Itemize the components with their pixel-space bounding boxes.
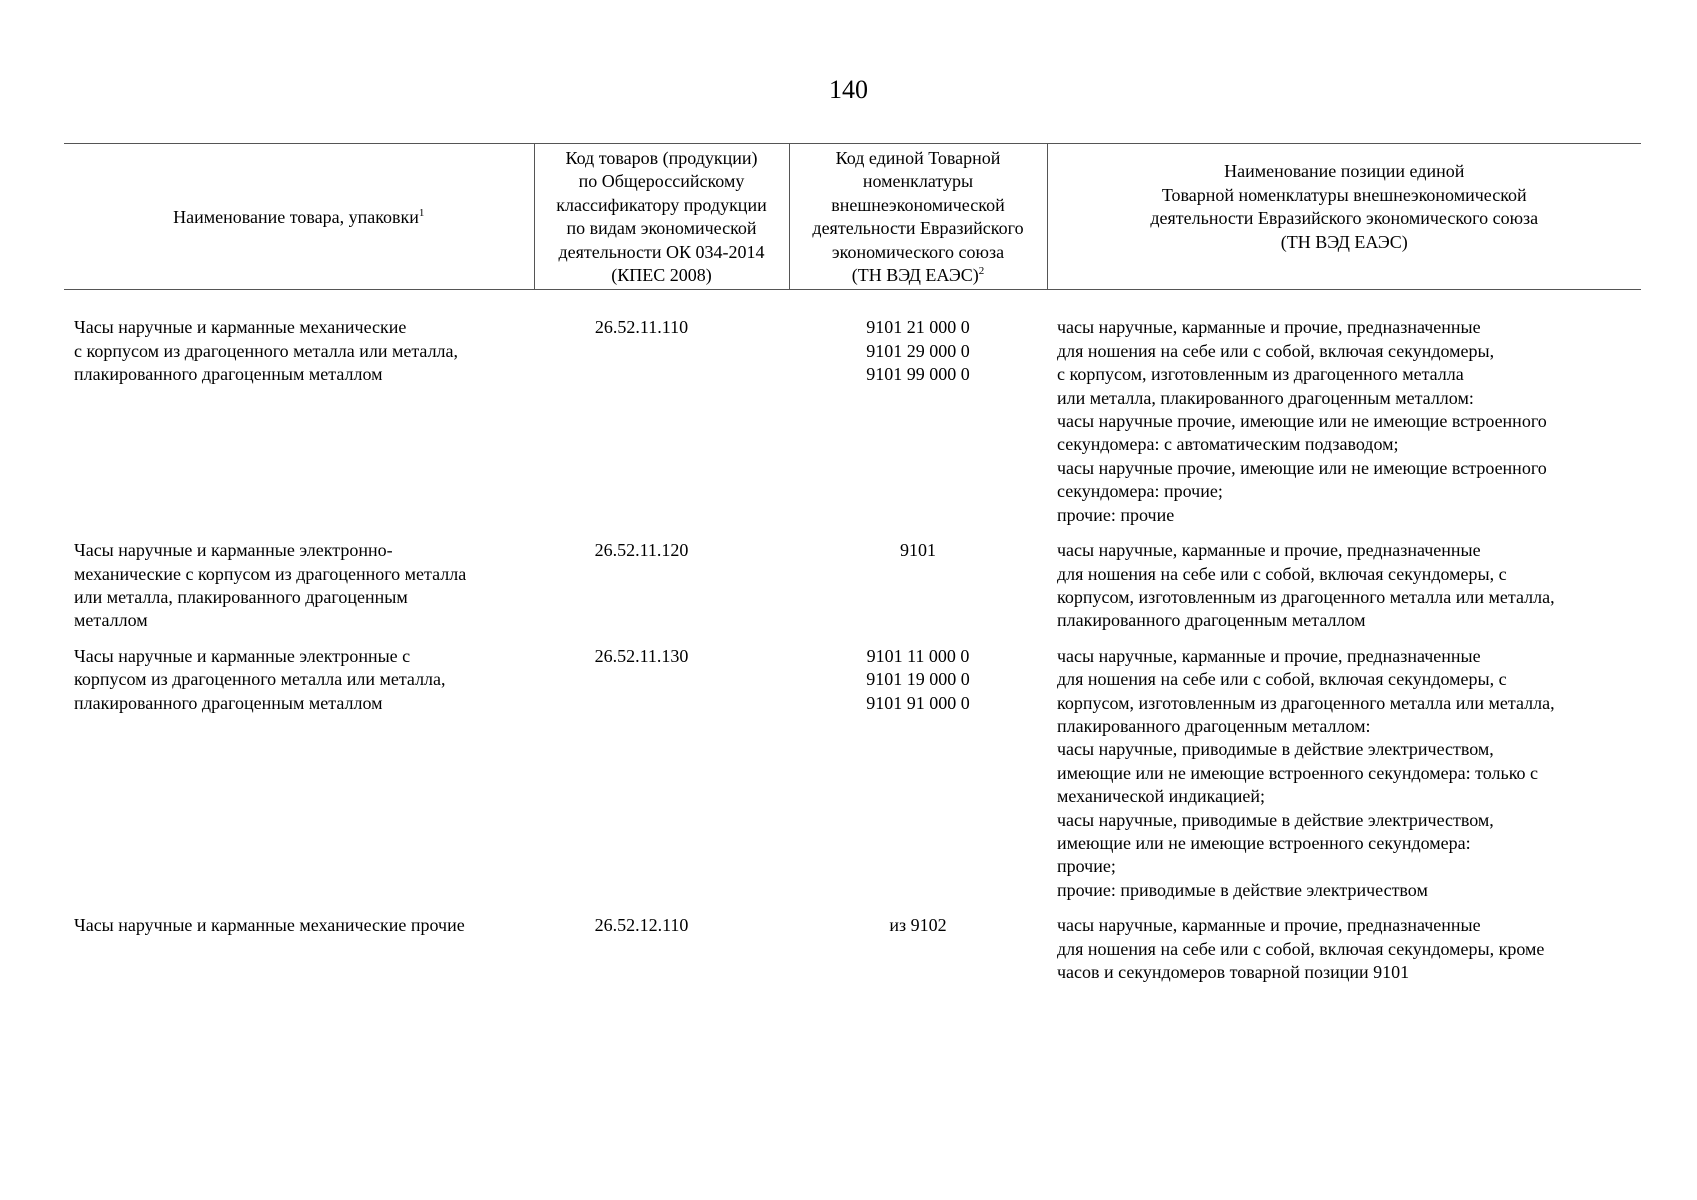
header-goods-name-text: Наименование товара, упаковки	[173, 206, 419, 227]
tnved-position-cell: часы наручные, карманные и прочие, предназначенные для ношения на себе или с собой, включая секундомеры, с корпусом, изготовленным из драгоценного металла или металла, плакированного драгоценным металлом: часы наручные, приводимые в действие электричеством, имеющие или не имеющие встроенного секундомера: только с механической индикацией; часы наручные, приводимые в действие электричеством, имеющие или не имеющие встроенного секундомера: прочие; прочие: приводимые в действие электричеством	[1057, 645, 1555, 900]
table-row	[64, 539, 1641, 645]
okpd-code-cell: 26.52.11.120	[594, 540, 689, 561]
header-tnved-position: Наименование позиции единой Товарной номенклатуры внешнеэкономической деятельности Евразийского экономического союза (ТН ВЭД ЕАЭС)	[1047, 144, 1641, 290]
goods-name-cell: Часы наручные и карманные механические с корпусом из драгоценного металла или металла, плакированного драгоценным металлом	[74, 317, 459, 385]
footnote-mark-1: 1	[418, 206, 425, 219]
goods-name-cell: Часы наручные и карманные электронные с корпусом из драгоценного металла или металла, плакированного драгоценным металлом	[74, 645, 446, 713]
tnved-code-cell: из 9102	[889, 915, 947, 936]
tnved-position-cell: часы наручные, карманные и прочие, предназначенные для ношения на себе или с собой, включая секундомеры, с корпусом, изготовленным из драгоценного металла или металла, плакированного драгоценным металлом: часы наручные прочие, имеющие или не имеющие встроенного секундомера: с автоматическим подзаводом; часы наручные прочие, имеющие или не имеющие встроенного секундомера: прочие; прочие: прочие	[1057, 317, 1547, 525]
okpd-code-cell: 26.52.11.110	[594, 317, 689, 338]
table-row	[64, 914, 1641, 996]
tnved-position-cell: часы наручные, карманные и прочие, предназначенные для ношения на себе или с собой, включая секундомеры, с корпусом, изготовленным из драгоценного металла или металла, плакированного драгоценным металлом	[1057, 540, 1555, 631]
table-header-row	[64, 144, 1641, 290]
tnved-code-cell: 9101 11 000 0 9101 19 000 0 9101 91 000 0	[866, 645, 970, 713]
tnved-code-cell: 9101 21 000 0 9101 29 000 0 9101 99 000 0	[866, 317, 970, 385]
footnote-mark-2: 2	[978, 265, 985, 278]
page-number: 140	[829, 75, 868, 104]
okpd-code-cell: 26.52.11.130	[594, 645, 689, 666]
goods-name-cell: Часы наручные и карманные электронно- механические с корпусом из драгоценного металла или металла, плакированного драгоценным металлом	[74, 540, 467, 631]
table-row	[64, 645, 1641, 914]
header-okpd-code: Код товаров (продукции) по Общероссийскому классификатору продукции по видам экономической деятельности ОК 034-2014 (КПЕС 2008)	[534, 144, 789, 290]
header-tnved-code	[789, 144, 1047, 290]
goods-name-cell: Часы наручные и карманные механические прочие	[74, 915, 465, 936]
tnved-code-cell: 9101	[900, 540, 936, 561]
goods-table	[64, 143, 1641, 996]
table-row	[64, 290, 1641, 539]
header-goods-name	[64, 144, 534, 290]
header-tnved-code-text: Код единой Товарной номенклатуры внешнеэкономической деятельности Евразийского экономического союза (ТН ВЭД ЕАЭС)	[812, 148, 1024, 286]
okpd-code-cell: 26.52.12.110	[594, 915, 689, 936]
tnved-position-cell: часы наручные, карманные и прочие, предназначенные для ношения на себе или с собой, включая секундомеры, кроме часов и секундомеров товарной позиции 9101	[1057, 915, 1545, 982]
